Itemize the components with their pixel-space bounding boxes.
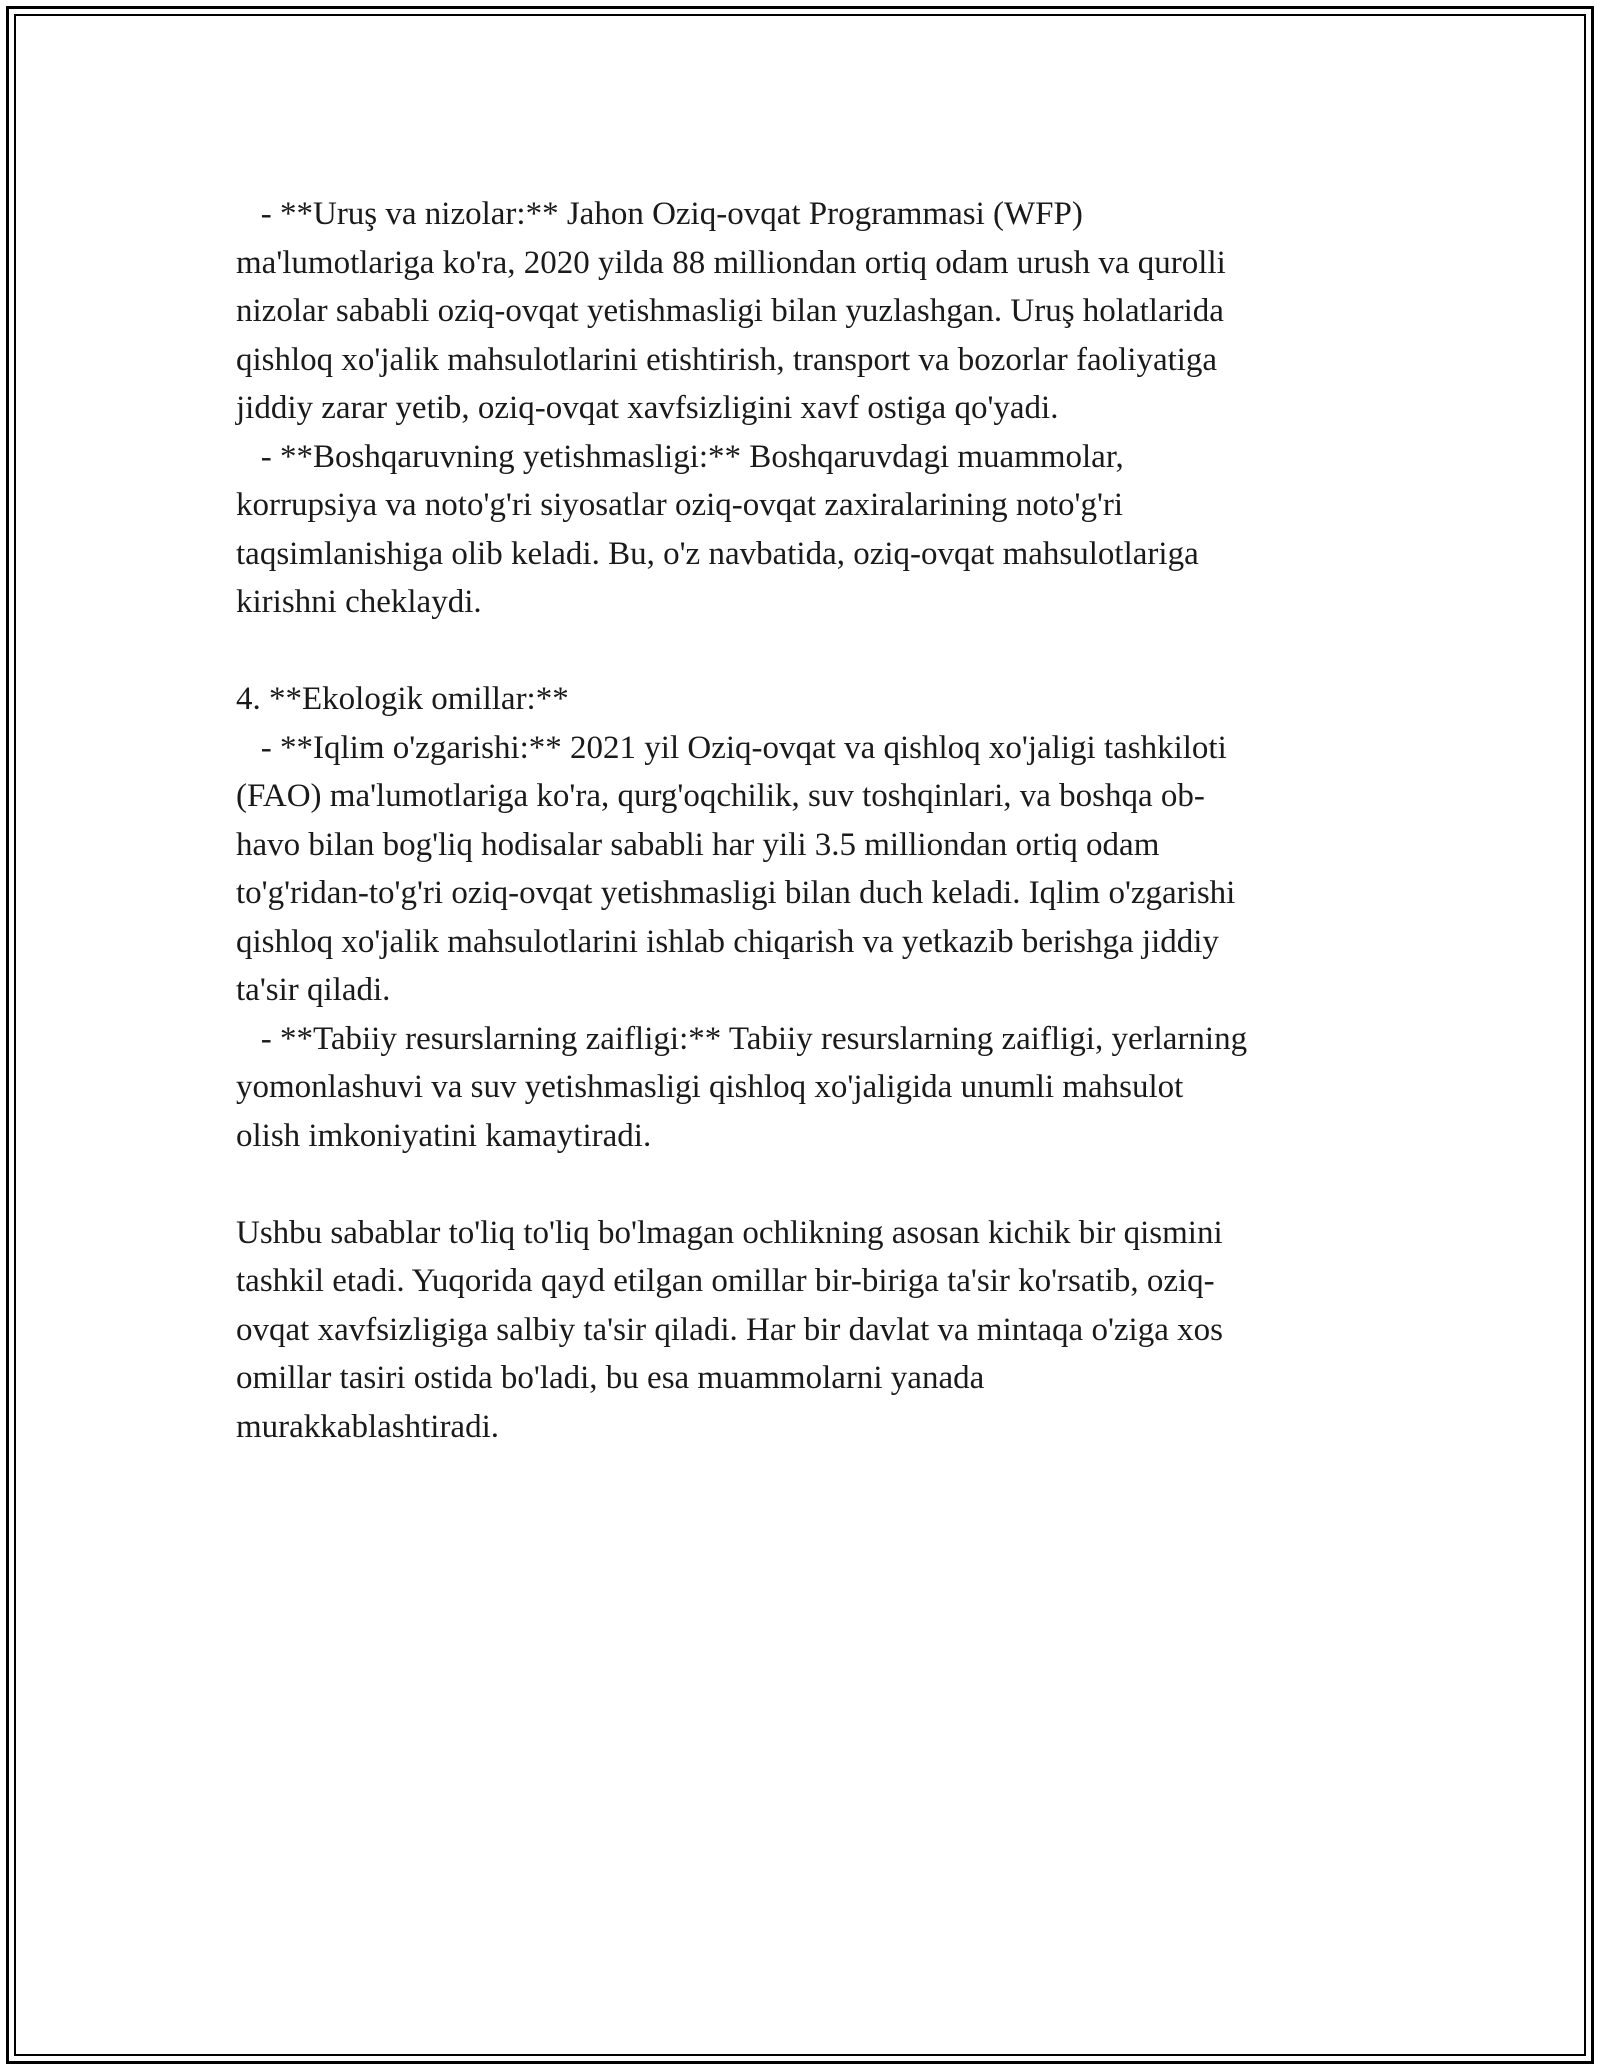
text-line: - **Boshqaruvning yetishmasligi:** Boshqaruvdagi muammolar, — [236, 438, 1124, 475]
text-line: ovqat xavfsizligiga salbiy ta'sir qiladi. Har bir davlat va mintaqa o'ziga xos — [236, 1311, 1223, 1348]
text-line: - **Tabiiy resurslarning zaifligi:** Tabiiy resurslarning zaifligi, yerlarning — [236, 1020, 1248, 1057]
paragraph-spacer — [236, 1160, 1396, 1209]
text-line: olish imkoniyatini kamaytiradi. — [236, 1117, 652, 1154]
text-line: ta'sir qiladi. — [236, 972, 391, 1008]
paragraph-natural-resources — [236, 1015, 1396, 1161]
text-line: havo bilan bog'liq hodisalar sababli har yili 3.5 milliondan ortiq odam — [236, 826, 1160, 863]
text-line: nizolar sababli oziq-ovqat yetishmasligi bilan yuzlashgan. Uruş holatlarida — [236, 293, 1224, 329]
text-line: yomonlashuvi va suv yetishmasligi qishloq xo'jaligida unumli mahsulot — [236, 1069, 1184, 1105]
text-line: omillar tasiri ostida bo'ladi, bu esa muammolarni yanada — [236, 1360, 985, 1396]
text-line: - **Uruş va nizolar:** Jahon Oziq-ovqat Programmasi (WFP) — [236, 196, 1083, 232]
text-line: (FAO) ma'lumotlariga ko'ra, qurg'oqchilik, suv toshqinlari, va boshqa ob- — [236, 778, 1205, 814]
document-body — [236, 190, 1396, 1451]
text-line: Ushbu sabablar to'liq to'liq bo'lmagan ochlikning asosan kichik bir qismini — [236, 1214, 1223, 1251]
paragraph-war-conflicts — [236, 190, 1396, 433]
paragraph-governance — [236, 433, 1396, 627]
text-line: korrupsiya va noto'g'ri siyosatlar oziq-ovqat zaxiralarining noto'g'ri — [236, 487, 1124, 523]
section-heading-ecological — [236, 675, 1396, 724]
text-line: qishloq xo'jalik mahsulotlarini etishtirish, transport va bozorlar faoliyatiga — [236, 341, 1218, 378]
text-line: tashkil etadi. Yuqorida qayd etilgan omillar bir-biriga ta'sir ko'rsatib, oziq- — [236, 1263, 1215, 1299]
paragraph-spacer — [236, 627, 1396, 676]
paragraph-climate — [236, 724, 1396, 1015]
paragraph-conclusion — [236, 1209, 1396, 1452]
text-line: ma'lumotlariga ko'ra, 2020 yilda 88 milliondan ortiq odam urush va qurolli — [236, 244, 1226, 281]
text-line: - **Iqlim o'zgarishi:** 2021 yil Oziq-ovqat va qishloq xo'jaligi tashkiloti — [236, 729, 1227, 766]
text-line: kirishni cheklaydi. — [236, 584, 482, 620]
text-line: to'g'ridan-to'g'ri oziq-ovqat yetishmasligi bilan duch keladi. Iqlim o'zgarishi — [236, 875, 1236, 911]
text-line: qishloq xo'jalik mahsulotlarini ishlab chiqarish va yetkazib berishga jiddiy — [236, 923, 1219, 960]
text-line: taqsimlanishiga olib keladi. Bu, o'z navbatida, oziq-ovqat mahsulotlariga — [236, 535, 1199, 572]
text-line: 4. **Ekologik omillar:** — [236, 681, 569, 717]
text-line: murakkablashtiradi. — [236, 1408, 500, 1445]
text-line: jiddiy zarar yetib, oziq-ovqat xavfsizligini xavf ostiga qo'yadi. — [236, 390, 1059, 426]
